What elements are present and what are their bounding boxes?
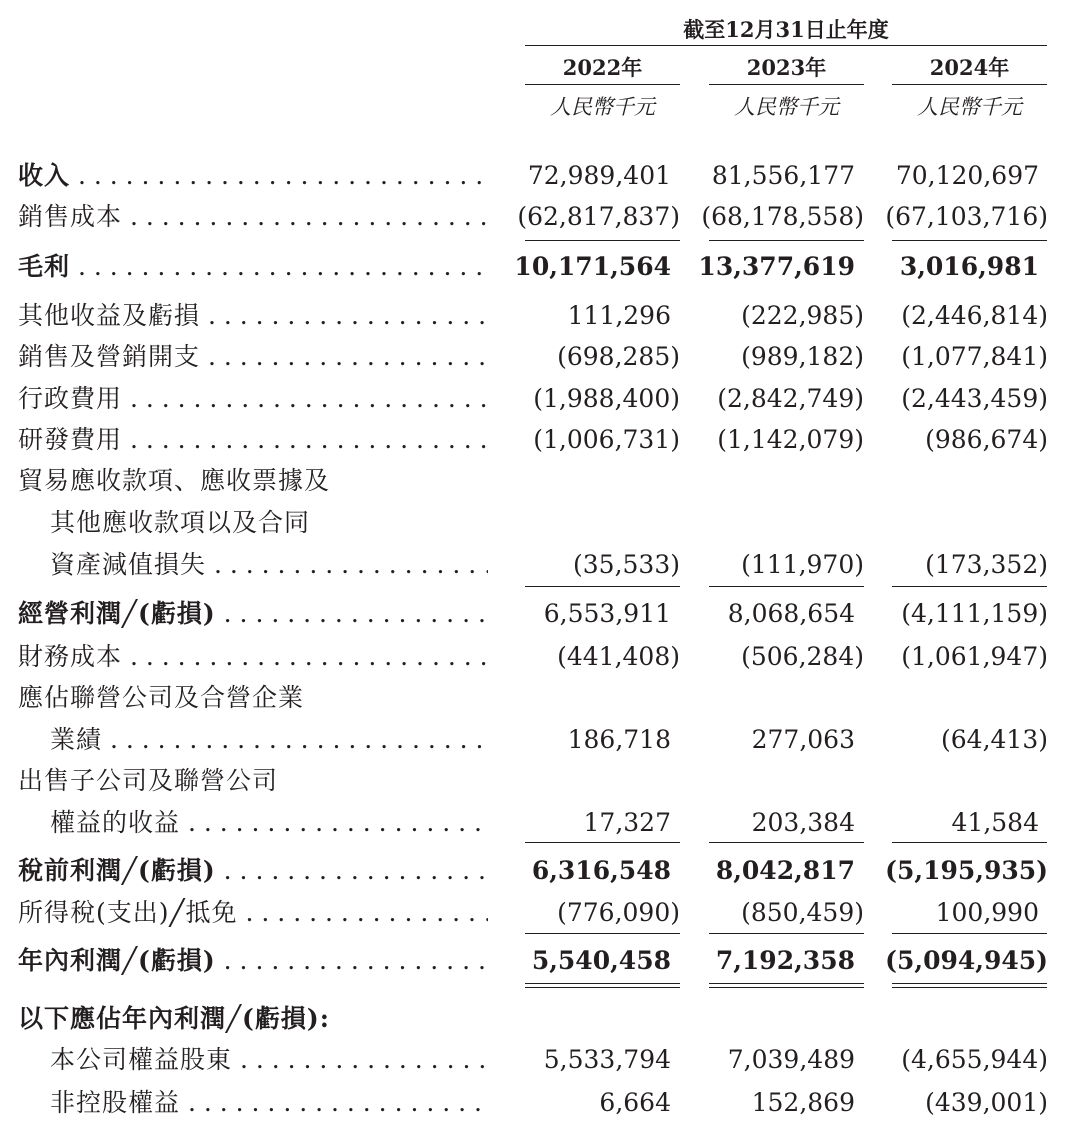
unit-label: 人民幣千元 bbox=[734, 95, 839, 119]
value-2022: 72,989,401 bbox=[527, 161, 671, 190]
value-2024: 100,990 bbox=[935, 898, 1039, 927]
value-2024: (1,077,841) bbox=[901, 342, 1048, 371]
row-label-impairment-line3: 資產減值損失 . . . bbox=[50, 550, 488, 580]
subtotal-rule bbox=[525, 240, 680, 241]
row-label-impairment-line2: 其他應收款項以及合同 bbox=[50, 508, 311, 537]
row-label-income-tax: 所得稅(支出)╱抵免 . . . bbox=[18, 898, 488, 928]
row-label-operating-profit: 經營利潤╱(虧損) . . . bbox=[18, 599, 488, 629]
value-2024: (173,352) bbox=[925, 550, 1048, 579]
column-header-2024 bbox=[892, 55, 1047, 121]
value-2024: (64,413) bbox=[941, 725, 1048, 754]
value-2024: (986,674) bbox=[925, 425, 1048, 454]
row-label-revenue: 收入 . . . bbox=[18, 161, 488, 191]
subtotal-rule bbox=[709, 842, 864, 843]
attributable-heading: 以下應佔年內利潤╱(虧損): bbox=[18, 1004, 330, 1033]
value-2022: 6,553,911 bbox=[543, 599, 671, 628]
row-label-share-of-results-line1: 應佔聯營公司及合營企業 bbox=[18, 683, 305, 712]
value-2024: (1,061,947) bbox=[901, 642, 1048, 671]
subtotal-rule bbox=[525, 933, 680, 934]
value-2024: 70,120,697 bbox=[895, 161, 1039, 190]
total-double-rule bbox=[892, 983, 1047, 988]
total-double-rule bbox=[709, 983, 864, 988]
subtotal-rule bbox=[892, 842, 1047, 843]
value-2024: (2,446,814) bbox=[901, 301, 1048, 330]
value-2024: (4,111,159) bbox=[901, 599, 1048, 628]
value-2022: (441,408) bbox=[557, 642, 680, 671]
row-label-finance-costs: 財務成本 . . . bbox=[18, 642, 488, 672]
row-label-profit-before-tax: 稅前利潤╱(虧損) . . . bbox=[18, 856, 488, 886]
value-2022: (62,817,837) bbox=[517, 202, 680, 231]
value-2022: 6,664 bbox=[599, 1088, 671, 1117]
column-header-2023 bbox=[709, 55, 864, 121]
value-2023: 152,869 bbox=[751, 1088, 855, 1117]
value-2022: 111,296 bbox=[567, 301, 671, 330]
value-2024: 41,584 bbox=[951, 808, 1039, 837]
subtotal-rule bbox=[709, 933, 864, 934]
year-underline-2024 bbox=[892, 84, 1047, 85]
row-label-other-gains-losses: 其他收益及虧損 . . . bbox=[18, 301, 488, 331]
value-2023: 277,063 bbox=[751, 725, 855, 754]
value-2023: (111,970) bbox=[741, 550, 864, 579]
value-2023: (68,178,558) bbox=[701, 202, 864, 231]
row-label-equity-shareholders: 本公司權益股東 . . . bbox=[50, 1045, 488, 1075]
value-2022: (1,006,731) bbox=[533, 425, 680, 454]
row-label-share-of-results-line2: 業績 . . . bbox=[50, 725, 488, 755]
row-label-cost-of-sales: 銷售成本 . . . bbox=[18, 202, 488, 232]
value-2023: 81,556,177 bbox=[711, 161, 855, 190]
value-2023: (222,985) bbox=[741, 301, 864, 330]
value-2023: (850,459) bbox=[741, 898, 864, 927]
value-2024: (4,655,944) bbox=[901, 1045, 1048, 1074]
subtotal-rule bbox=[892, 586, 1047, 587]
value-2022: (776,090) bbox=[557, 898, 680, 927]
row-label-gross-profit: 毛利 . . . bbox=[18, 252, 488, 282]
total-double-rule bbox=[525, 983, 680, 988]
year-underline-2023 bbox=[709, 84, 864, 85]
value-2023: (1,142,079) bbox=[717, 425, 864, 454]
unit-label: 人民幣千元 bbox=[550, 95, 655, 119]
subtotal-rule bbox=[525, 586, 680, 587]
year-underline-2022 bbox=[525, 84, 680, 85]
row-label-impairment-line1: 貿易應收款項、應收票據及 bbox=[18, 466, 331, 495]
value-2024: (5,094,945) bbox=[885, 946, 1048, 975]
value-2022: (698,285) bbox=[557, 342, 680, 371]
subtotal-rule bbox=[709, 240, 864, 241]
value-2022: 10,171,564 bbox=[514, 252, 671, 281]
value-2022: 5,540,458 bbox=[531, 946, 671, 975]
value-2023: 13,377,619 bbox=[698, 252, 855, 281]
period-heading: 截至12月31日止年度 bbox=[683, 17, 889, 42]
value-2022: 6,316,548 bbox=[531, 856, 671, 885]
value-2022: (1,988,400) bbox=[533, 384, 680, 413]
value-2024: (67,103,716) bbox=[885, 202, 1048, 231]
row-label-admin-expenses: 行政費用 . . . bbox=[18, 384, 488, 414]
row-label-profit-for-year: 年內利潤╱(虧損) . . . bbox=[18, 946, 488, 976]
year-label: 2023年 bbox=[746, 55, 827, 80]
period-underline bbox=[525, 45, 1047, 46]
year-label: 2022年 bbox=[562, 55, 643, 80]
value-2023: 7,039,489 bbox=[727, 1045, 855, 1074]
value-2022: 17,327 bbox=[583, 808, 671, 837]
row-label-selling-expenses: 銷售及營銷開支 . . . bbox=[18, 342, 488, 372]
value-2023: (2,842,749) bbox=[717, 384, 864, 413]
year-label: 2024年 bbox=[929, 55, 1010, 80]
subtotal-rule bbox=[892, 933, 1047, 934]
unit-label: 人民幣千元 bbox=[917, 95, 1022, 119]
subtotal-rule bbox=[525, 842, 680, 843]
value-2024: 3,016,981 bbox=[899, 252, 1039, 281]
value-2023: (989,182) bbox=[741, 342, 864, 371]
row-label-disposal-gain-line2: 權益的收益 . . . bbox=[50, 808, 488, 838]
subtotal-rule bbox=[709, 586, 864, 587]
value-2023: 7,192,358 bbox=[715, 946, 855, 975]
value-2024: (5,195,935) bbox=[885, 856, 1048, 885]
row-label-disposal-gain-line1: 出售子公司及聯營公司 bbox=[18, 766, 279, 795]
subtotal-rule bbox=[892, 240, 1047, 241]
value-2024: (439,001) bbox=[925, 1088, 1048, 1117]
value-2023: 8,068,654 bbox=[727, 599, 855, 628]
value-2023: 203,384 bbox=[751, 808, 855, 837]
value-2022: (35,533) bbox=[573, 550, 680, 579]
column-header-2022 bbox=[525, 55, 680, 121]
value-2022: 5,533,794 bbox=[543, 1045, 671, 1074]
value-2024: (2,443,459) bbox=[901, 384, 1048, 413]
value-2022: 186,718 bbox=[567, 725, 671, 754]
row-label-non-controlling-interests: 非控股權益 . . . bbox=[50, 1088, 488, 1118]
value-2023: (506,284) bbox=[741, 642, 864, 671]
row-label-rd-expenses: 研發費用 . . . bbox=[18, 425, 488, 455]
value-2023: 8,042,817 bbox=[715, 856, 855, 885]
